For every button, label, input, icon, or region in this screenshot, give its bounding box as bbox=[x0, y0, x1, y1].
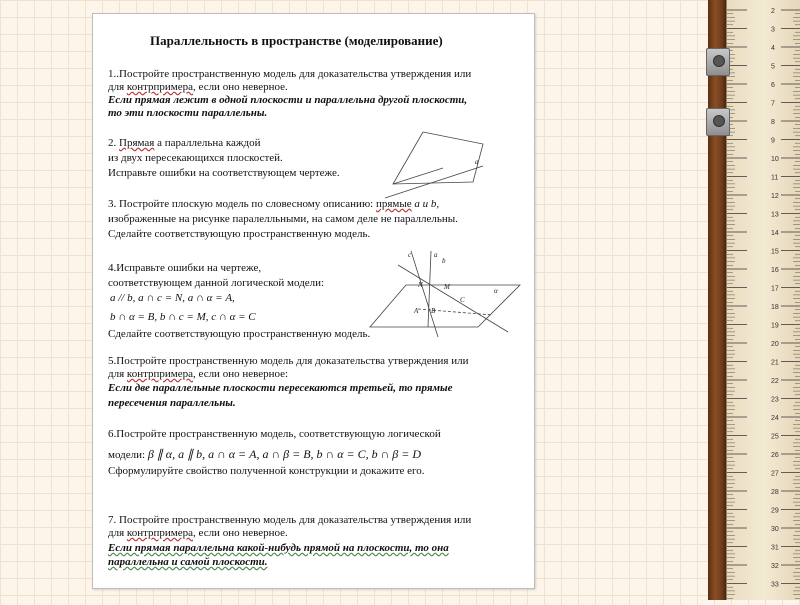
task1-statement2: то эти плоскости параллельны. bbox=[108, 107, 268, 119]
ruler-label: 5 bbox=[771, 63, 775, 71]
task4-logic-model-2: b ∩ α = B, b ∩ c = M, c ∩ α = C bbox=[110, 311, 256, 323]
ruler-label: 4 bbox=[771, 45, 775, 52]
task7-line1: 7. Постройте пространственную модель для доказательства утверждения или bbox=[108, 514, 472, 526]
fig4-label-a: a bbox=[434, 251, 438, 259]
ruler-wood-edge bbox=[708, 0, 726, 600]
ruler-label: 7 bbox=[771, 100, 775, 108]
ruler-scale bbox=[727, 0, 800, 600]
ruler-label: 11 bbox=[771, 174, 779, 182]
fig4-label-A: A bbox=[414, 307, 419, 315]
task2-figure bbox=[383, 124, 493, 204]
ruler-label: 24 bbox=[771, 415, 779, 422]
ruler-label: 29 bbox=[771, 507, 779, 515]
ruler-label: 27 bbox=[771, 470, 779, 478]
task4-figure bbox=[368, 247, 528, 342]
fig4-label-B: B bbox=[431, 307, 436, 315]
task5-line2: для контрпримера, если оно неверное: bbox=[108, 368, 289, 380]
task7-line2: для контрпримера, если оно неверное. bbox=[108, 527, 288, 539]
task1-line2: для контрпримера, если оно неверное. bbox=[108, 81, 288, 93]
fig4-label-C: C bbox=[460, 296, 465, 304]
ruler-label: 33 bbox=[771, 581, 779, 589]
ruler-label: 16 bbox=[771, 267, 779, 274]
worksheet bbox=[92, 13, 535, 589]
task2-line2: из двух пересекающихся плоскостей. bbox=[108, 152, 283, 164]
task3-line3: Сделайте соответствующую пространственную модель. bbox=[108, 228, 371, 240]
ruler-label: 30 bbox=[771, 526, 779, 533]
task1-statement1: Если прямая лежит в одной плоскости и параллельна другой плоскости, bbox=[108, 94, 468, 106]
task5-statement2: пересечения параллельны. bbox=[108, 397, 236, 409]
ruler-clip-bottom bbox=[706, 108, 730, 136]
task3-line1: 3. Постройте плоскую модель по словесному описанию: прямые a и b, bbox=[108, 198, 440, 210]
ruler-label: 15 bbox=[771, 248, 779, 256]
task4-logic-model-1: a // b, a ∩ c = N, a ∩ α = A, bbox=[110, 292, 235, 304]
fig4-label-M: M bbox=[444, 283, 450, 291]
task1-line1: 1..Постройте пространственную модель для доказательства утверждения или bbox=[108, 68, 472, 80]
task4-line2: соответствующем данной логической модели: bbox=[108, 277, 325, 289]
ruler-label: 26 bbox=[771, 452, 779, 459]
ruler-label: 32 bbox=[771, 563, 779, 570]
task3-line2: изображенные на рисунке паралелльными, на самом деле не параллельны. bbox=[108, 213, 458, 225]
task2-line1: 2. Прямая a параллельна каждой bbox=[108, 137, 261, 149]
ruler-label: 14 bbox=[771, 230, 779, 237]
fig4-label-c: c bbox=[408, 251, 412, 259]
ruler-label: 21 bbox=[771, 359, 779, 367]
task7-statement1: Если прямая параллельна какой-нибудь прямой на плоскости, то она bbox=[108, 542, 449, 554]
task5-statement1: Если две параллельные плоскости пересекаются третьей, то прямые bbox=[108, 382, 453, 394]
ruler-clip-top bbox=[706, 48, 730, 76]
fig4-label-N: N bbox=[418, 281, 423, 289]
ruler-label: 20 bbox=[771, 341, 779, 348]
ruler bbox=[726, 0, 800, 600]
ruler-label: 10 bbox=[771, 156, 779, 163]
ruler-label: 2 bbox=[771, 8, 775, 15]
task7-statement2: параллельна и самой плоскости. bbox=[108, 556, 268, 568]
page-title: Параллельность в пространстве (моделирование) bbox=[150, 33, 443, 48]
ruler-label: 19 bbox=[771, 322, 779, 330]
ruler-label: 9 bbox=[771, 137, 775, 145]
fig2-label-a: a bbox=[475, 158, 479, 166]
task6-line1: 6.Постройте пространственную модель, соответствующую логической bbox=[108, 428, 441, 440]
task4-line3: Сделайте соответствующую пространственную модель. bbox=[108, 328, 371, 340]
ruler-label: 25 bbox=[771, 433, 779, 441]
ruler-label: 28 bbox=[771, 489, 779, 496]
task4-line1: 4.Исправьте ошибки на чертеже, bbox=[108, 262, 262, 274]
ruler-label: 23 bbox=[771, 396, 779, 404]
fig4-label-alpha: α bbox=[494, 287, 498, 295]
ruler-label: 12 bbox=[771, 193, 779, 200]
fig4-label-b: b bbox=[442, 257, 446, 265]
task2-line3: Исправьте ошибки на соответствующем чертеже. bbox=[108, 167, 340, 179]
ruler-label: 13 bbox=[771, 211, 779, 219]
task6-line2: модели: β ∥ α, a ∥ b, a ∩ α = A, a ∩ β = B, b ∩ α = C, b ∩ β = D bbox=[108, 447, 422, 461]
task5-line1: 5.Постройте пространственную модель для доказательства утверждения или bbox=[108, 355, 469, 367]
ruler-label: 22 bbox=[771, 378, 779, 385]
ruler-label: 3 bbox=[771, 26, 775, 34]
ruler-label: 6 bbox=[771, 82, 775, 89]
ruler-label: 18 bbox=[771, 304, 779, 311]
ruler-label: 8 bbox=[771, 119, 775, 126]
ruler-label: 31 bbox=[771, 544, 779, 552]
ruler-label: 17 bbox=[771, 285, 779, 293]
task6-line3: Сформулируйте свойство полученной конструкции и докажите его. bbox=[108, 465, 425, 477]
